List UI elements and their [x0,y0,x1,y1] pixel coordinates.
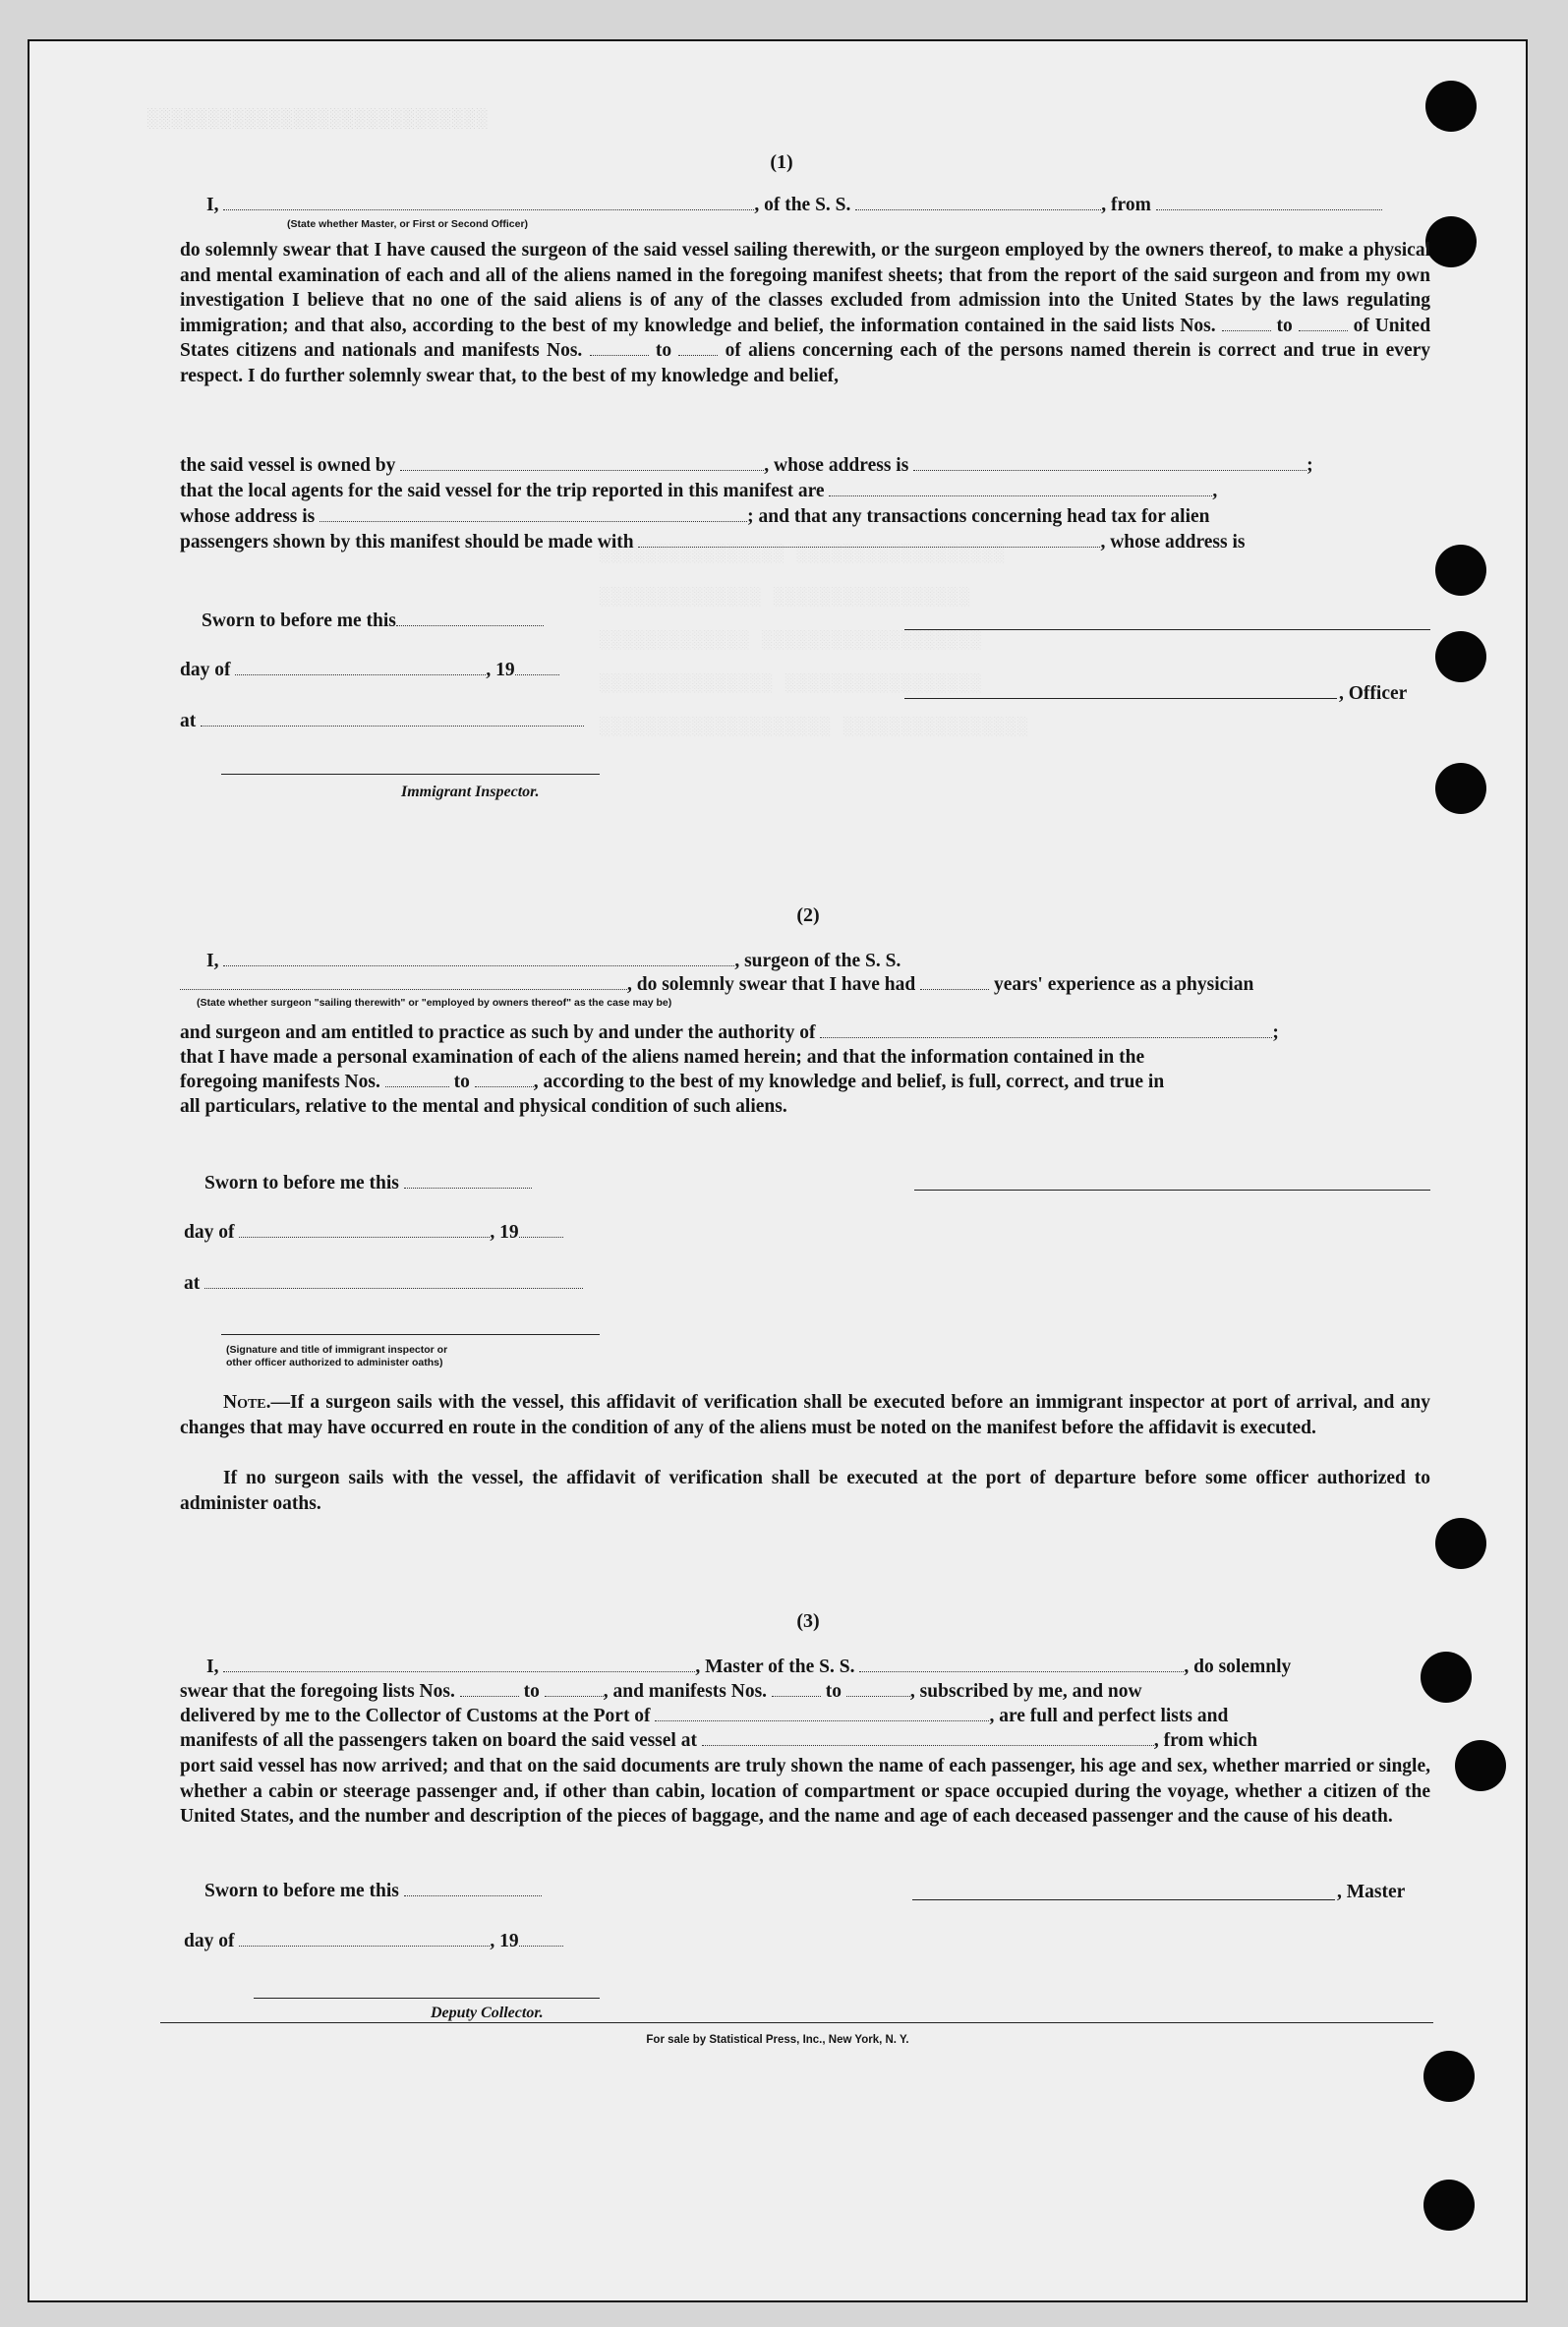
s1-manifests-to-field[interactable] [678,340,718,356]
s2-caption-surgeon: (State whether surgeon "sailing therewith" or "employed by owners thereof" as the case may be) [197,997,672,1009]
s3-master-label: , Master [1337,1882,1406,1902]
s3-master-name-field[interactable] [223,1657,695,1672]
s1-agent-address-label: whose address is [180,506,316,527]
s1-owner-address-field[interactable] [913,455,1307,471]
s2-years-field[interactable] [920,974,989,990]
s1-sworn [202,610,544,633]
s1-month-field[interactable] [235,660,486,675]
s1-body-text: do solemnly swear that I have caused the surgeon of the said vessel sailing therewith, or the surgeon employed by the owners thereof, to make a physical and mental examination of each and all of the aliens named in the foregoing manifest sheets; that from the report of the said surgeon and from my own investigation I believe that no one of the said aliens is of any of the classes excluded from admission into the United States by the laws regulating immigration; and that also, according to the best of my knowledge and belief, the information contained in the said lists Nos. [180,240,1430,336]
s1-at-field[interactable] [201,711,584,727]
s2-body-line: that I have made a personal examination of each of the aliens named herein; and that the information contained in the [180,1047,1145,1068]
s1-at-label: at [180,711,197,731]
s1-to-label: to [1276,315,1293,336]
s3-lists-to-field[interactable] [545,1681,604,1697]
punch-hole [1423,2180,1475,2231]
s1-signature-line [904,629,1430,630]
s2-manifest-from-field[interactable] [385,1072,449,1087]
s1-agents-field[interactable] [829,481,1212,496]
s1-owned-line [180,454,1430,478]
s2-semicolon: ; [1272,1022,1279,1043]
s3-master-signature-line [912,1899,1335,1900]
punch-hole [1455,1740,1506,1791]
section-2-number: (2) [796,904,820,926]
s3-lists-from-field[interactable] [460,1681,519,1697]
s1-whose-address-end-label: , whose address is [1100,532,1246,553]
s3-full-perfect-label: , are full and perfect lists and [989,1706,1229,1726]
s2-month-field[interactable] [239,1222,490,1238]
s3-deputy-line [254,1998,600,1999]
s2-authority-label: and surgeon and am entitled to practice as such by and under the authority of [180,1022,816,1043]
punch-hole [1435,763,1486,814]
s2-surgeon-name-field[interactable] [223,951,734,966]
note-label: Note. [223,1392,271,1413]
s3-subscribed-label: , subscribed by me, and now [909,1681,1142,1702]
s3-sworn-day-field[interactable] [404,1881,542,1896]
s1-agents-line [180,480,1217,503]
s3-deputy-caption: Deputy Collector. [431,2005,544,2021]
s1-comma: , [1212,481,1218,501]
s1-passengers-label: passengers shown by this manifest should be made with [180,532,634,553]
s2-day-of-label: day of [184,1222,235,1243]
note-text-2: If no surgeon sails with the vessel, the affidavit of verification shall be executed at the port of departure before some officer authorized to administer oaths. [180,1468,1430,1514]
s1-officer-field[interactable] [223,195,754,210]
s1-to2-label: to [655,340,672,361]
s1-day-of-label: day of [180,660,231,680]
s3-day-of-label: day of [184,1931,235,1951]
punch-hole [1421,1652,1472,1703]
bleed-through-text: ░░░░░░░░░░░░░░░░░░░░░░░░░░░░ [147,108,490,130]
s2-manifest-to-field[interactable] [475,1072,534,1087]
s1-owner-field[interactable] [400,455,764,471]
printer-footer: For sale by Statistical Press, Inc., New York, N. Y. [646,2034,909,2046]
s2-sworn [204,1172,532,1195]
s3-departure-port-field[interactable] [702,1730,1154,1746]
s2-surgeon-of-label: , surgeon of the S. S. [734,951,901,971]
s1-line-officer [206,194,1382,217]
s1-lists-to-field[interactable] [1299,316,1348,331]
s1-year-label: , 19 [486,660,515,680]
s1-i-label: I, [206,195,219,215]
s3-manifests-from-field[interactable] [772,1681,821,1697]
s3-manifests-all-label: manifests of all the passengers taken on board the said vessel at [180,1730,697,1751]
s1-sworn-label: Sworn to before me this [202,611,396,631]
s1-of-ss-label: , of the S. S. [754,195,851,215]
punch-hole [1435,631,1486,682]
s1-head-tax-party-field[interactable] [638,532,1100,548]
s2-foregoing-label: foregoing manifests Nos. [180,1072,380,1092]
note-text-1: —If a surgeon sails with the vessel, this affidavit of verification shall be executed before an immigrant inspector at port of arrival, and any changes that may have occurred en route in the condition of any of the aliens must be noted on the manifest before the affidavit is executed. [180,1392,1430,1438]
s2-caption-sig-2: other officer authorized to administer oaths) [226,1357,443,1368]
s2-according-label: , according to the best of my knowledge and belief, is full, correct, and true in [533,1072,1165,1092]
s2-line-surgeon [206,950,900,973]
s1-day-of [180,659,559,682]
form-page [28,39,1528,2302]
s2-sworn-day-field[interactable] [404,1173,532,1189]
s1-whose-address-label: , whose address is [764,455,909,476]
bleed-through-block: ░░░░░░░░░░░░░░░░ ░░░░░░░░░░░░░░░░░░ ░░░░░░░░░░░░░░ ░░░░░░░░░░░░░░░░░ ░░░░░░░░░░░░░ ░░░░░░░░░░░░░░░░░░░ ░░░░░░░░░░░░░░░ ░░░░░░░░░░░░░░░░░ ░░░░░░░░░░░░░░░░░░░░ ░░░░░░░░░░░░░░░░ [600,545,1029,737]
s1-officer-label: , Officer [1339,683,1408,704]
punch-hole [1425,81,1477,132]
s3-year-field[interactable] [519,1931,563,1947]
s2-sworn-label: Sworn to before me this [204,1173,399,1193]
s1-at [180,710,584,733]
s1-agent-address-field[interactable] [319,506,747,522]
s3-lists-line [180,1680,1142,1704]
s1-agents-label: that the local agents for the said vessel for the trip reported in this manifest are [180,481,825,501]
form-sheet [29,41,1526,2300]
punch-hole [1435,545,1486,596]
s1-manifests-from-field[interactable] [590,340,649,356]
s2-authority-line [180,1021,1279,1045]
s2-authority-field[interactable] [820,1022,1272,1038]
s1-vessel-field[interactable] [855,195,1101,210]
s1-body-a [180,238,1430,388]
s1-officer-line [904,698,1337,699]
s3-i-label: I, [206,1657,219,1677]
s2-surgeon-type-field[interactable] [180,974,627,990]
s2-day-of [184,1221,563,1245]
s1-inspector-caption: Immigrant Inspector. [401,784,540,800]
s1-from-label: , from [1101,195,1151,215]
note-paragraph-1 [180,1390,1430,1440]
s3-do-solemnly-label: , do solemnly [1184,1657,1292,1677]
s3-master-of-label: , Master of the S. S. [695,1657,855,1677]
s1-agent-address-line [180,505,1210,529]
s2-to-label: to [453,1072,470,1092]
s1-body-b-text: therein is correct and true in every respect. I do further solemnly swear that, to the best of my knowledge and belief, [180,340,1431,386]
s1-of-aliens-label: of aliens concerning each of the persons named [725,340,1126,361]
s2-caption-sig-1: (Signature and title of immigrant inspector or [226,1344,448,1356]
s2-at [184,1272,583,1296]
s3-and-manifests-label: , and manifests Nos. [603,1681,768,1702]
s3-manifests-line [180,1729,1257,1753]
s2-signature-line [914,1190,1430,1191]
s1-lists-from-field[interactable] [1222,316,1271,331]
s2-at-field[interactable] [204,1273,583,1289]
s3-vessel-field[interactable] [859,1657,1184,1672]
s2-particulars-line: all particulars, relative to the mental and physical condition of such aliens. [180,1096,787,1117]
s3-sworn [204,1880,542,1903]
s1-inspector-line [221,774,600,775]
s2-line-swear [180,973,1253,997]
s1-from-field[interactable] [1156,195,1382,210]
s3-delivered-line [180,1705,1228,1728]
s3-line-master [206,1656,1291,1679]
s1-head-tax-label: ; and that any transactions concerning head tax for alien [747,506,1210,527]
s3-day-of [184,1930,563,1953]
s2-swear-label: , do solemnly swear that I have had [627,974,916,995]
section-1-number: (1) [770,151,793,173]
s3-port-field[interactable] [655,1706,989,1721]
s1-caption-officer: (State whether Master, or First or Second Officer) [287,218,529,230]
section-3-number: (3) [796,1610,820,1632]
s3-to2-label: to [825,1681,842,1702]
punch-hole [1425,216,1477,267]
s2-inspector-line [221,1334,600,1335]
s1-sworn-day-field[interactable] [396,611,544,626]
footer-rule [160,2022,1433,2023]
s1-passengers-line [180,531,1245,554]
s3-swear-lists-label: swear that the foregoing lists Nos. [180,1681,455,1702]
s1-semicolon: ; [1307,455,1313,476]
s2-year-field[interactable] [519,1222,563,1238]
s2-foregoing-line [180,1071,1164,1094]
punch-hole [1423,2051,1475,2102]
s3-delivered-label: delivered by me to the Collector of Customs at the Port of [180,1706,651,1726]
s2-i-label: I, [206,951,219,971]
s3-to1-label: to [523,1681,540,1702]
punch-hole [1435,1518,1486,1569]
s3-sworn-label: Sworn to before me this [204,1881,399,1901]
s2-years-label: years' experience as a physician [994,974,1254,995]
s1-year-field[interactable] [515,660,559,675]
s3-manifests-to-field[interactable] [846,1681,910,1697]
s2-at-label: at [184,1273,201,1294]
s1-of-us-label: of United States citizens and nationals and manifests Nos. [180,315,1431,361]
s2-year-label: , 19 [490,1222,519,1243]
s3-month-field[interactable] [239,1931,490,1947]
s3-year-label: , 19 [490,1931,519,1951]
s1-owned-label: the said vessel is owned by [180,455,396,476]
s3-body: port said vessel has now arrived; and that on the said documents are truly shown the name of each passenger, his age and sex, whether married or single, whether a cabin or steerage passenger and, if other than cabin, location of compartment or space occupied during the voyage, whether a citizen of the United States, and the number and description of the pieces of baggage, and the name and age of each deceased passenger and the cause of his death. [180,1756,1430,1827]
note-paragraph-2 [180,1466,1430,1516]
s3-from-which-label: , from which [1153,1730,1258,1751]
